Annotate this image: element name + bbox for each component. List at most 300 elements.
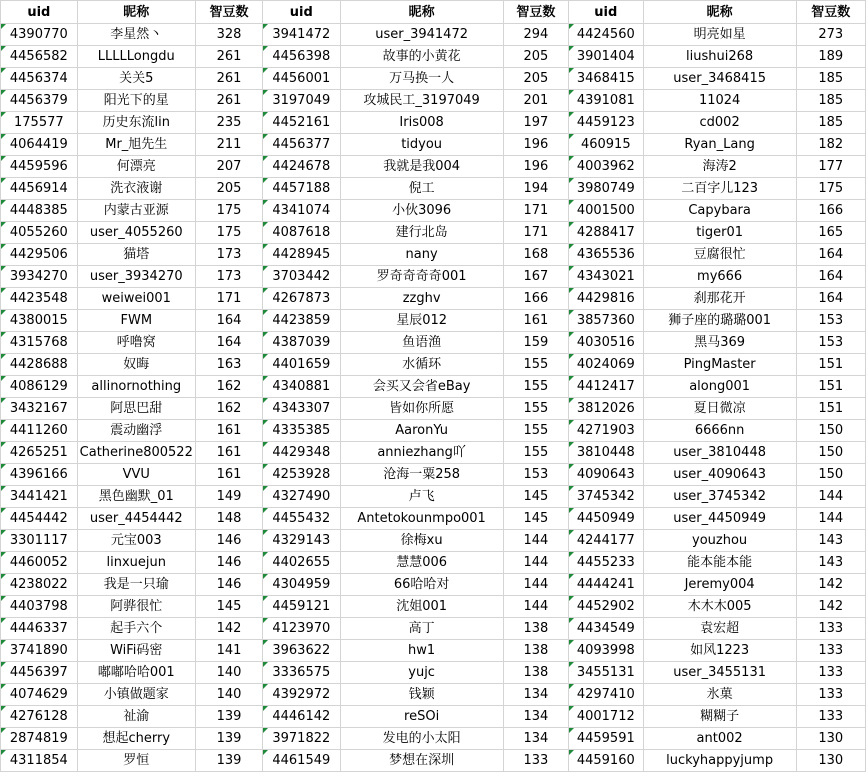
cell-nickname[interactable]: allinornothing xyxy=(77,376,195,398)
cell-uid[interactable]: 4001712 xyxy=(568,706,643,728)
cell-uid[interactable]: 4461549 xyxy=(263,750,340,772)
cell-beans[interactable]: 151 xyxy=(796,398,865,420)
cell-uid[interactable]: 3810448 xyxy=(568,442,643,464)
cell-nickname[interactable]: 阳光下的星 xyxy=(77,90,195,112)
cell-nickname[interactable]: Mr_旭先生 xyxy=(77,134,195,156)
cell-beans[interactable]: 142 xyxy=(796,596,865,618)
cell-uid[interactable]: 4093998 xyxy=(568,640,643,662)
cell-uid[interactable]: 3301117 xyxy=(1,530,78,552)
cell-nickname[interactable]: 氷菓 xyxy=(643,684,796,706)
cell-beans[interactable]: 151 xyxy=(796,376,865,398)
cell-nickname[interactable]: tidyou xyxy=(340,134,503,156)
cell-beans[interactable]: 130 xyxy=(796,728,865,750)
cell-nickname[interactable]: WiFi码密 xyxy=(77,640,195,662)
cell-uid[interactable]: 3857360 xyxy=(568,310,643,332)
cell-uid[interactable]: 4434549 xyxy=(568,618,643,640)
column-header-nickname-2[interactable]: 昵称 xyxy=(340,1,503,24)
cell-beans[interactable]: 149 xyxy=(195,486,262,508)
cell-beans[interactable]: 144 xyxy=(503,596,568,618)
cell-uid[interactable]: 4452902 xyxy=(568,596,643,618)
cell-nickname[interactable]: 夏日微凉 xyxy=(643,398,796,420)
cell-uid[interactable]: 4450949 xyxy=(568,508,643,530)
cell-nickname[interactable]: 沧海一粟258 xyxy=(340,464,503,486)
cell-beans[interactable]: 164 xyxy=(796,266,865,288)
cell-nickname[interactable]: Ryan_Lang xyxy=(643,134,796,156)
cell-beans[interactable]: 144 xyxy=(503,530,568,552)
cell-beans[interactable]: 146 xyxy=(195,552,262,574)
column-header-nickname-1[interactable]: 昵称 xyxy=(77,1,195,24)
cell-nickname[interactable]: Catherine800522 xyxy=(77,442,195,464)
cell-uid[interactable]: 4428945 xyxy=(263,244,340,266)
cell-uid[interactable]: 175577 xyxy=(1,112,78,134)
column-header-beans-2[interactable]: 智豆数 xyxy=(503,1,568,24)
cell-uid[interactable]: 4288417 xyxy=(568,222,643,244)
cell-nickname[interactable]: 嘟嘟哈哈001 xyxy=(77,662,195,684)
cell-beans[interactable]: 134 xyxy=(503,706,568,728)
cell-nickname[interactable]: 罗恒 xyxy=(77,750,195,772)
cell-uid[interactable]: 4429506 xyxy=(1,244,78,266)
cell-beans[interactable]: 161 xyxy=(195,420,262,442)
cell-beans[interactable]: 150 xyxy=(796,442,865,464)
cell-beans[interactable]: 165 xyxy=(796,222,865,244)
cell-nickname[interactable]: 阿骅很忙 xyxy=(77,596,195,618)
cell-uid[interactable]: 4411260 xyxy=(1,420,78,442)
cell-nickname[interactable]: nany xyxy=(340,244,503,266)
cell-nickname[interactable]: 起手六个 xyxy=(77,618,195,640)
cell-nickname[interactable]: VVU xyxy=(77,464,195,486)
cell-beans[interactable]: 161 xyxy=(195,442,262,464)
cell-beans[interactable]: 159 xyxy=(503,332,568,354)
cell-beans[interactable]: 162 xyxy=(195,398,262,420)
cell-beans[interactable]: 140 xyxy=(195,662,262,684)
cell-beans[interactable]: 196 xyxy=(503,134,568,156)
cell-beans[interactable]: 155 xyxy=(503,376,568,398)
cell-nickname[interactable]: Jeremy004 xyxy=(643,574,796,596)
cell-uid[interactable]: 4087618 xyxy=(263,222,340,244)
cell-beans[interactable]: 130 xyxy=(796,750,865,772)
cell-nickname[interactable]: tiger01 xyxy=(643,222,796,244)
cell-uid[interactable]: 4001500 xyxy=(568,200,643,222)
cell-nickname[interactable]: AaronYu xyxy=(340,420,503,442)
cell-beans[interactable]: 138 xyxy=(503,618,568,640)
cell-uid[interactable]: 4446142 xyxy=(263,706,340,728)
cell-beans[interactable]: 153 xyxy=(796,332,865,354)
cell-nickname[interactable]: 元宝003 xyxy=(77,530,195,552)
cell-beans[interactable]: 134 xyxy=(503,684,568,706)
cell-uid[interactable]: 4459160 xyxy=(568,750,643,772)
cell-uid[interactable]: 4315768 xyxy=(1,332,78,354)
cell-nickname[interactable]: user_3745342 xyxy=(643,486,796,508)
cell-nickname[interactable]: 海涛2 xyxy=(643,156,796,178)
cell-nickname[interactable]: 何漂亮 xyxy=(77,156,195,178)
cell-uid[interactable]: 3971822 xyxy=(263,728,340,750)
cell-uid[interactable]: 4327490 xyxy=(263,486,340,508)
column-header-uid-2[interactable]: uid xyxy=(263,1,340,24)
cell-beans[interactable]: 171 xyxy=(503,222,568,244)
cell-nickname[interactable]: anniezhang吖 xyxy=(340,442,503,464)
cell-nickname[interactable]: zzghv xyxy=(340,288,503,310)
cell-uid[interactable]: 4403798 xyxy=(1,596,78,618)
cell-beans[interactable]: 143 xyxy=(796,552,865,574)
cell-uid[interactable]: 3980749 xyxy=(568,178,643,200)
cell-beans[interactable]: 151 xyxy=(796,354,865,376)
cell-beans[interactable]: 142 xyxy=(796,574,865,596)
cell-beans[interactable]: 196 xyxy=(503,156,568,178)
cell-beans[interactable]: 138 xyxy=(503,640,568,662)
cell-beans[interactable]: 153 xyxy=(503,464,568,486)
cell-uid[interactable]: 4452161 xyxy=(263,112,340,134)
cell-beans[interactable]: 273 xyxy=(796,24,865,46)
cell-nickname[interactable]: 狮子座的璐璐001 xyxy=(643,310,796,332)
cell-beans[interactable]: 144 xyxy=(503,574,568,596)
cell-uid[interactable]: 4265251 xyxy=(1,442,78,464)
cell-beans[interactable]: 145 xyxy=(503,486,568,508)
cell-beans[interactable]: 175 xyxy=(195,200,262,222)
cell-beans[interactable]: 161 xyxy=(503,310,568,332)
cell-nickname[interactable]: 小镇做题家 xyxy=(77,684,195,706)
cell-beans[interactable]: 155 xyxy=(503,420,568,442)
cell-uid[interactable]: 4090643 xyxy=(568,464,643,486)
cell-nickname[interactable]: FWM xyxy=(77,310,195,332)
cell-beans[interactable]: 182 xyxy=(796,134,865,156)
cell-beans[interactable]: 261 xyxy=(195,46,262,68)
cell-nickname[interactable]: 罗奇奇奇奇001 xyxy=(340,266,503,288)
cell-nickname[interactable]: 会买又会省eBay xyxy=(340,376,503,398)
cell-uid[interactable]: 3441421 xyxy=(1,486,78,508)
cell-nickname[interactable]: 糊糊子 xyxy=(643,706,796,728)
cell-nickname[interactable]: user_4454442 xyxy=(77,508,195,530)
cell-beans[interactable]: 205 xyxy=(195,178,262,200)
cell-uid[interactable]: 4456377 xyxy=(263,134,340,156)
cell-nickname[interactable]: 能本能本能 xyxy=(643,552,796,574)
cell-uid[interactable]: 3963622 xyxy=(263,640,340,662)
cell-uid[interactable]: 4455233 xyxy=(568,552,643,574)
cell-uid[interactable]: 4253928 xyxy=(263,464,340,486)
cell-beans[interactable]: 294 xyxy=(503,24,568,46)
cell-nickname[interactable]: 我是一只瑜 xyxy=(77,574,195,596)
cell-uid[interactable]: 4396166 xyxy=(1,464,78,486)
cell-uid[interactable]: 4428688 xyxy=(1,354,78,376)
cell-beans[interactable]: 139 xyxy=(195,728,262,750)
cell-uid[interactable]: 4343307 xyxy=(263,398,340,420)
cell-uid[interactable]: 4267873 xyxy=(263,288,340,310)
cell-nickname[interactable]: Capybara xyxy=(643,200,796,222)
cell-beans[interactable]: 150 xyxy=(796,464,865,486)
cell-nickname[interactable]: 猫塔 xyxy=(77,244,195,266)
cell-beans[interactable]: 133 xyxy=(796,662,865,684)
cell-nickname[interactable]: 66哈哈对 xyxy=(340,574,503,596)
cell-uid[interactable]: 4429816 xyxy=(568,288,643,310)
cell-beans[interactable]: 166 xyxy=(503,288,568,310)
cell-uid[interactable]: 4276128 xyxy=(1,706,78,728)
cell-nickname[interactable]: 钱颖 xyxy=(340,684,503,706)
cell-nickname[interactable]: 豆腐很忙 xyxy=(643,244,796,266)
cell-nickname[interactable]: 黑色幽默_01 xyxy=(77,486,195,508)
cell-uid[interactable]: 3741890 xyxy=(1,640,78,662)
cell-nickname[interactable]: LLLLLongdu xyxy=(77,46,195,68)
cell-uid[interactable]: 4392972 xyxy=(263,684,340,706)
cell-uid[interactable]: 4387039 xyxy=(263,332,340,354)
cell-nickname[interactable]: 慧慧006 xyxy=(340,552,503,574)
cell-uid[interactable]: 4423548 xyxy=(1,288,78,310)
cell-nickname[interactable]: 倪工 xyxy=(340,178,503,200)
cell-uid[interactable]: 4412417 xyxy=(568,376,643,398)
cell-nickname[interactable]: 星辰012 xyxy=(340,310,503,332)
cell-nickname[interactable]: 卢飞 xyxy=(340,486,503,508)
cell-nickname[interactable]: user_3934270 xyxy=(77,266,195,288)
cell-nickname[interactable]: 二百字儿123 xyxy=(643,178,796,200)
cell-nickname[interactable]: 关关5 xyxy=(77,68,195,90)
cell-uid[interactable]: 4423859 xyxy=(263,310,340,332)
cell-beans[interactable]: 134 xyxy=(503,728,568,750)
cell-nickname[interactable]: 故事的小黄花 xyxy=(340,46,503,68)
cell-uid[interactable]: 4456001 xyxy=(263,68,340,90)
cell-uid[interactable]: 4456374 xyxy=(1,68,78,90)
cell-beans[interactable]: 173 xyxy=(195,266,262,288)
cell-beans[interactable]: 205 xyxy=(503,68,568,90)
cell-beans[interactable]: 194 xyxy=(503,178,568,200)
cell-nickname[interactable]: 11024 xyxy=(643,90,796,112)
cell-beans[interactable]: 155 xyxy=(503,442,568,464)
cell-beans[interactable]: 261 xyxy=(195,90,262,112)
cell-beans[interactable]: 141 xyxy=(195,640,262,662)
cell-beans[interactable]: 146 xyxy=(195,530,262,552)
cell-beans[interactable]: 207 xyxy=(195,156,262,178)
cell-beans[interactable]: 211 xyxy=(195,134,262,156)
cell-uid[interactable]: 3455131 xyxy=(568,662,643,684)
cell-beans[interactable]: 185 xyxy=(796,112,865,134)
cell-beans[interactable]: 162 xyxy=(195,376,262,398)
cell-uid[interactable]: 4238022 xyxy=(1,574,78,596)
cell-uid[interactable]: 3745342 xyxy=(568,486,643,508)
cell-nickname[interactable]: cd002 xyxy=(643,112,796,134)
column-header-uid-3[interactable]: uid xyxy=(568,1,643,24)
cell-beans[interactable]: 144 xyxy=(796,508,865,530)
cell-nickname[interactable]: 沈姐001 xyxy=(340,596,503,618)
cell-beans[interactable]: 139 xyxy=(195,750,262,772)
cell-beans[interactable]: 148 xyxy=(195,508,262,530)
cell-beans[interactable]: 133 xyxy=(796,706,865,728)
cell-uid[interactable]: 4304959 xyxy=(263,574,340,596)
cell-uid[interactable]: 460915 xyxy=(568,134,643,156)
cell-beans[interactable]: 175 xyxy=(796,178,865,200)
cell-nickname[interactable]: 鱼语渔 xyxy=(340,332,503,354)
cell-uid[interactable]: 4444241 xyxy=(568,574,643,596)
cell-beans[interactable]: 144 xyxy=(503,552,568,574)
cell-beans[interactable]: 166 xyxy=(796,200,865,222)
cell-nickname[interactable]: user_3455131 xyxy=(643,662,796,684)
cell-nickname[interactable]: 阿思巴甜 xyxy=(77,398,195,420)
cell-beans[interactable]: 197 xyxy=(503,112,568,134)
cell-nickname[interactable]: 6666nn xyxy=(643,420,796,442)
cell-nickname[interactable]: 建行北岛 xyxy=(340,222,503,244)
cell-uid[interactable]: 4335385 xyxy=(263,420,340,442)
cell-uid[interactable]: 4003962 xyxy=(568,156,643,178)
cell-uid[interactable]: 3468415 xyxy=(568,68,643,90)
cell-uid[interactable]: 3941472 xyxy=(263,24,340,46)
cell-nickname[interactable]: 我就是我004 xyxy=(340,156,503,178)
cell-nickname[interactable]: 如风1223 xyxy=(643,640,796,662)
cell-uid[interactable]: 4459591 xyxy=(568,728,643,750)
cell-beans[interactable]: 235 xyxy=(195,112,262,134)
cell-beans[interactable]: 146 xyxy=(195,574,262,596)
cell-uid[interactable]: 4311854 xyxy=(1,750,78,772)
cell-beans[interactable]: 201 xyxy=(503,90,568,112)
cell-nickname[interactable]: 万马换一人 xyxy=(340,68,503,90)
cell-uid[interactable]: 3336575 xyxy=(263,662,340,684)
cell-beans[interactable]: 163 xyxy=(195,354,262,376)
cell-nickname[interactable]: reSOi xyxy=(340,706,503,728)
cell-nickname[interactable]: 呼噜窝 xyxy=(77,332,195,354)
cell-beans[interactable]: 139 xyxy=(195,706,262,728)
cell-nickname[interactable]: Antetokounmpo001 xyxy=(340,508,503,530)
cell-uid[interactable]: 4341074 xyxy=(263,200,340,222)
cell-uid[interactable]: 4055260 xyxy=(1,222,78,244)
cell-nickname[interactable]: linxuejun xyxy=(77,552,195,574)
cell-beans[interactable]: 168 xyxy=(503,244,568,266)
cell-nickname[interactable]: user_4055260 xyxy=(77,222,195,244)
cell-beans[interactable]: 171 xyxy=(503,200,568,222)
cell-beans[interactable]: 164 xyxy=(195,310,262,332)
cell-uid[interactable]: 3432167 xyxy=(1,398,78,420)
cell-uid[interactable]: 4365536 xyxy=(568,244,643,266)
cell-beans[interactable]: 164 xyxy=(796,288,865,310)
cell-nickname[interactable]: liushui268 xyxy=(643,46,796,68)
cell-beans[interactable]: 155 xyxy=(503,354,568,376)
cell-uid[interactable]: 4343021 xyxy=(568,266,643,288)
cell-beans[interactable]: 133 xyxy=(796,640,865,662)
cell-uid[interactable]: 4340881 xyxy=(263,376,340,398)
cell-uid[interactable]: 4391081 xyxy=(568,90,643,112)
cell-beans[interactable]: 185 xyxy=(796,90,865,112)
cell-nickname[interactable]: 高丁 xyxy=(340,618,503,640)
cell-uid[interactable]: 4424560 xyxy=(568,24,643,46)
cell-beans[interactable]: 138 xyxy=(503,662,568,684)
cell-nickname[interactable]: luckyhappyjump xyxy=(643,750,796,772)
cell-nickname[interactable]: PingMaster xyxy=(643,354,796,376)
cell-nickname[interactable]: 明亮如星 xyxy=(643,24,796,46)
cell-uid[interactable]: 4390770 xyxy=(1,24,78,46)
cell-uid[interactable]: 4454442 xyxy=(1,508,78,530)
cell-beans[interactable]: 171 xyxy=(195,288,262,310)
cell-nickname[interactable]: along001 xyxy=(643,376,796,398)
cell-uid[interactable]: 4457188 xyxy=(263,178,340,200)
cell-nickname[interactable]: 奴晦 xyxy=(77,354,195,376)
cell-nickname[interactable]: 刹那花开 xyxy=(643,288,796,310)
cell-nickname[interactable]: 震动幽浮 xyxy=(77,420,195,442)
cell-nickname[interactable]: 水循环 xyxy=(340,354,503,376)
cell-nickname[interactable]: 攻城民工_3197049 xyxy=(340,90,503,112)
cell-uid[interactable]: 4424678 xyxy=(263,156,340,178)
cell-nickname[interactable]: 李星然丶 xyxy=(77,24,195,46)
cell-nickname[interactable]: 黑马369 xyxy=(643,332,796,354)
cell-nickname[interactable]: 梦想在深圳 xyxy=(340,750,503,772)
cell-beans[interactable]: 161 xyxy=(195,464,262,486)
cell-uid[interactable]: 4329143 xyxy=(263,530,340,552)
cell-uid[interactable]: 4064419 xyxy=(1,134,78,156)
cell-uid[interactable]: 4086129 xyxy=(1,376,78,398)
cell-uid[interactable]: 3197049 xyxy=(263,90,340,112)
cell-nickname[interactable]: 小伙3096 xyxy=(340,200,503,222)
cell-nickname[interactable]: 想起cherry xyxy=(77,728,195,750)
cell-beans[interactable]: 328 xyxy=(195,24,262,46)
cell-uid[interactable]: 4244177 xyxy=(568,530,643,552)
cell-uid[interactable]: 4297410 xyxy=(568,684,643,706)
column-header-beans-3[interactable]: 智豆数 xyxy=(796,1,865,24)
cell-beans[interactable]: 145 xyxy=(195,596,262,618)
cell-uid[interactable]: 4380015 xyxy=(1,310,78,332)
cell-uid[interactable]: 4074629 xyxy=(1,684,78,706)
cell-uid[interactable]: 3812026 xyxy=(568,398,643,420)
cell-beans[interactable]: 145 xyxy=(503,508,568,530)
cell-nickname[interactable]: yujc xyxy=(340,662,503,684)
cell-nickname[interactable]: 发电的小太阳 xyxy=(340,728,503,750)
cell-nickname[interactable]: 木木木005 xyxy=(643,596,796,618)
cell-uid[interactable]: 4024069 xyxy=(568,354,643,376)
cell-uid[interactable]: 4446337 xyxy=(1,618,78,640)
cell-nickname[interactable]: weiwei001 xyxy=(77,288,195,310)
cell-uid[interactable]: 4402655 xyxy=(263,552,340,574)
cell-nickname[interactable]: ant002 xyxy=(643,728,796,750)
cell-nickname[interactable]: 皆如你所愿 xyxy=(340,398,503,420)
cell-nickname[interactable]: 徐梅xu xyxy=(340,530,503,552)
cell-uid[interactable]: 3934270 xyxy=(1,266,78,288)
cell-uid[interactable]: 4459123 xyxy=(568,112,643,134)
cell-uid[interactable]: 4456914 xyxy=(1,178,78,200)
cell-uid[interactable]: 4455432 xyxy=(263,508,340,530)
column-header-uid-1[interactable]: uid xyxy=(1,1,78,24)
cell-beans[interactable]: 153 xyxy=(796,310,865,332)
cell-beans[interactable]: 167 xyxy=(503,266,568,288)
cell-uid[interactable]: 4271903 xyxy=(568,420,643,442)
cell-nickname[interactable]: user_3810448 xyxy=(643,442,796,464)
cell-nickname[interactable]: 洗衣液谢 xyxy=(77,178,195,200)
cell-uid[interactable]: 4401659 xyxy=(263,354,340,376)
cell-uid[interactable]: 3703442 xyxy=(263,266,340,288)
cell-uid[interactable]: 4459121 xyxy=(263,596,340,618)
cell-uid[interactable]: 2874819 xyxy=(1,728,78,750)
cell-nickname[interactable]: user_3941472 xyxy=(340,24,503,46)
cell-nickname[interactable]: user_4450949 xyxy=(643,508,796,530)
cell-uid[interactable]: 4456398 xyxy=(263,46,340,68)
column-header-beans-1[interactable]: 智豆数 xyxy=(195,1,262,24)
cell-nickname[interactable]: 祉渝 xyxy=(77,706,195,728)
cell-uid[interactable]: 4456397 xyxy=(1,662,78,684)
cell-beans[interactable]: 164 xyxy=(796,244,865,266)
cell-beans[interactable]: 142 xyxy=(195,618,262,640)
cell-uid[interactable]: 4459596 xyxy=(1,156,78,178)
cell-nickname[interactable]: Iris008 xyxy=(340,112,503,134)
cell-uid[interactable]: 4460052 xyxy=(1,552,78,574)
cell-uid[interactable]: 3901404 xyxy=(568,46,643,68)
cell-beans[interactable]: 177 xyxy=(796,156,865,178)
column-header-nickname-3[interactable]: 昵称 xyxy=(643,1,796,24)
cell-uid[interactable]: 4456379 xyxy=(1,90,78,112)
cell-nickname[interactable]: user_3468415 xyxy=(643,68,796,90)
cell-beans[interactable]: 261 xyxy=(195,68,262,90)
cell-nickname[interactable]: my666 xyxy=(643,266,796,288)
cell-beans[interactable]: 175 xyxy=(195,222,262,244)
cell-uid[interactable]: 4429348 xyxy=(263,442,340,464)
cell-uid[interactable]: 4456582 xyxy=(1,46,78,68)
cell-nickname[interactable]: 袁宏超 xyxy=(643,618,796,640)
cell-beans[interactable]: 133 xyxy=(796,618,865,640)
cell-uid[interactable]: 4448385 xyxy=(1,200,78,222)
cell-beans[interactable]: 140 xyxy=(195,684,262,706)
cell-nickname[interactable]: hw1 xyxy=(340,640,503,662)
cell-nickname[interactable]: 历史东流lin xyxy=(77,112,195,134)
cell-beans[interactable]: 185 xyxy=(796,68,865,90)
